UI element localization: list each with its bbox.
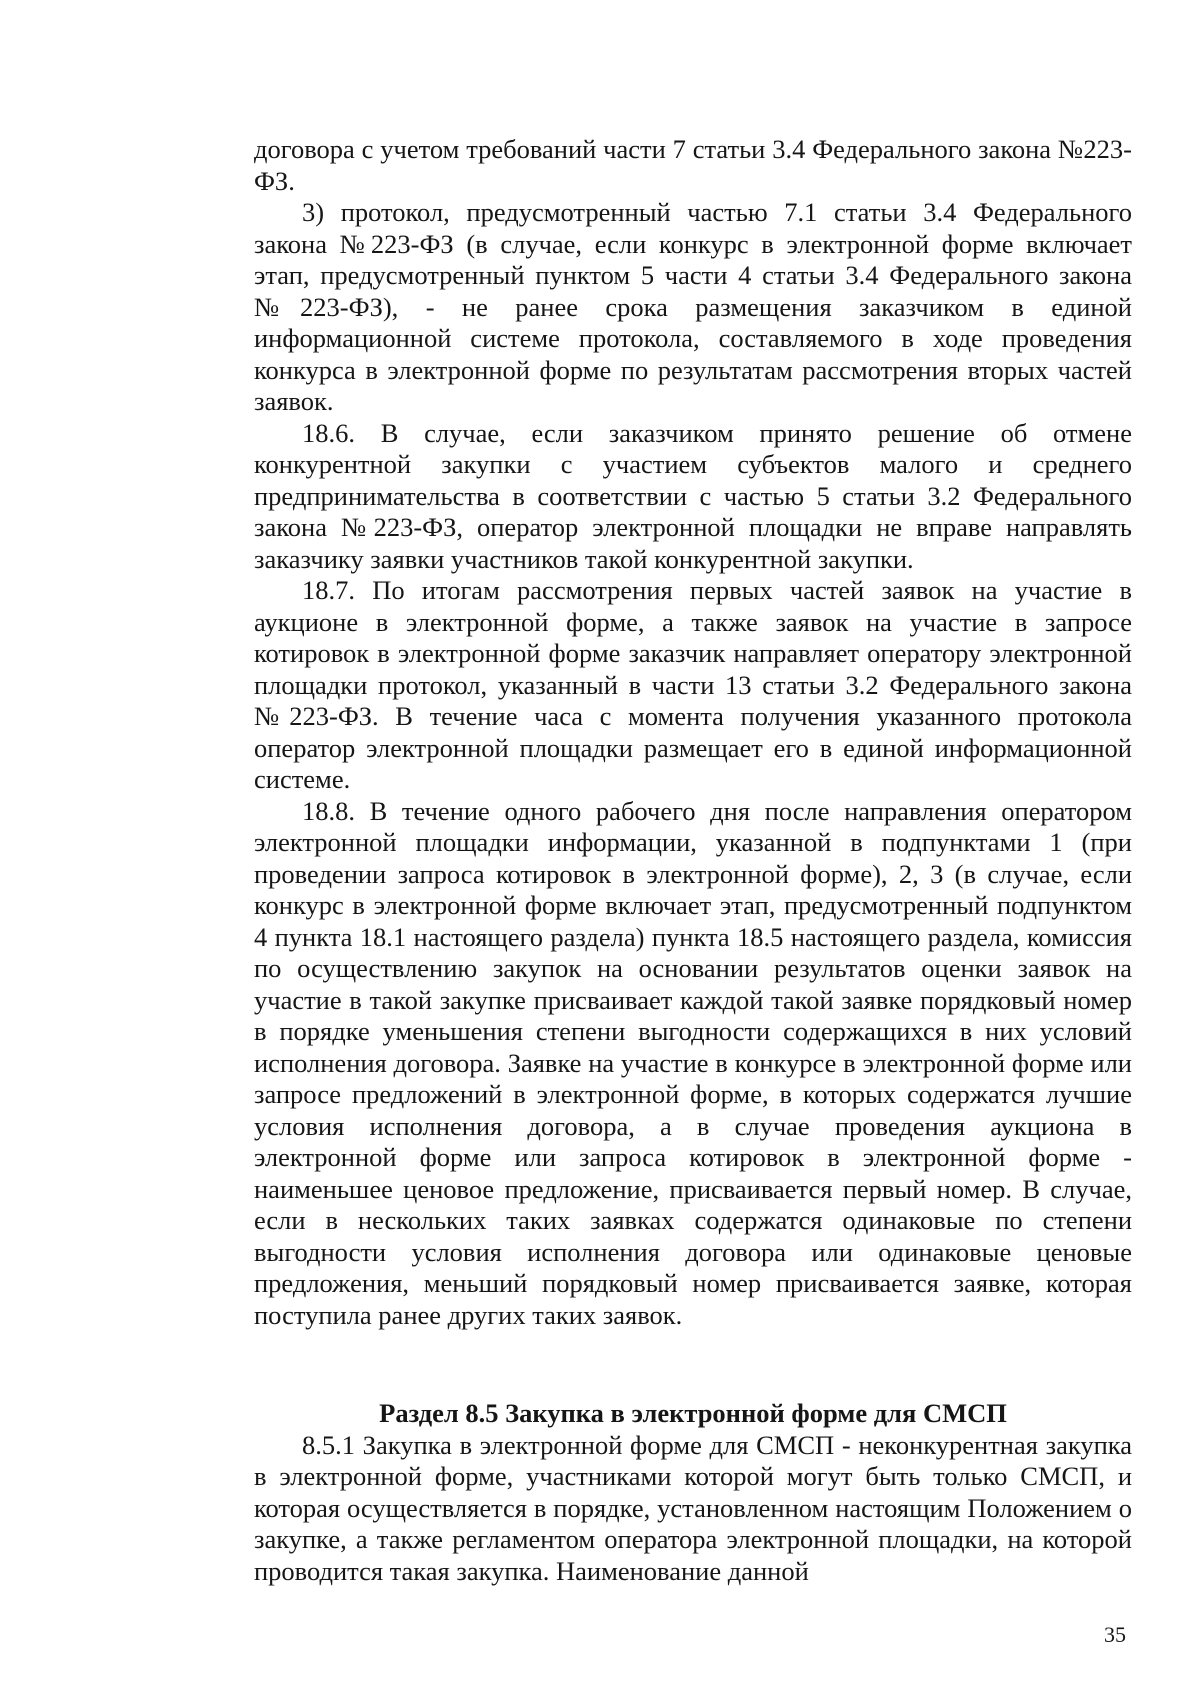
page-number: 35 <box>1104 1622 1126 1647</box>
paragraph-18-7: 18.7. По итогам рассмотрения первых частей заявок на участие в аукционе в электронной форме, а также заявок на участие в запросе котировок в электронной форме заказчик направляет оператору электронной площадки протокол, указанный в части 13 статьи 3.2 Федерального закона №223-ФЗ. В течение часа с момента получения указанного протокола оператор электронной площадки размещает его в единой информационной системе. <box>254 575 1132 794</box>
paragraph-continuation: договора с учетом требований части 7 статьи 3.4 Федерального закона №223-ФЗ. <box>254 134 1132 196</box>
paragraph-item-3: 3) протокол, предусмотренный частью 7.1 статьи 3.4 Федерального закона №223-ФЗ (в случае, если конкурс в электронной форме включает этап, предусмотренный пунктом 5 части 4 статьи 3.4 Федерального закона №223-ФЗ), - не ранее срока размещения заказчиком в единой информационной системе протокола, составляемого в ходе проведения конкурса в электронной форме по результатам рассмотрения вторых частей заявок. <box>254 197 1132 416</box>
paragraph-18-8: 18.8. В течение одного рабочего дня после направления оператором электронной площадки информации, указанной в подпунктами 1 (при проведении запроса котировок в электронной форме), 2, 3 (в случае, если конкурс в электронной форме включает этап, предусмотренный подпунктом 4 пункта 18.1 настоящего раздела) пункта 18.5 настоящего раздела, комиссия по осуществлению закупок на основании результатов оценки заявок на участие в такой закупке присваивает каждой такой заявке порядковый номер в порядке уменьшения степени выгодности содержащихся в них условий исполнения договора. Заявке на участие в конкурсе в электронной форме или запросе предложений в электронной форме, в которых содержатся лучшие условия исполнения договора, а в случае проведения аукциона в электронной форме или запроса котировок в электронной форме - наименьшее ценовое предложение, присваивается первый номер. В случае, если в нескольких таких заявках содержатся одинаковые по степени выгодности условия исполнения договора или одинаковые ценовые предложения, меньший порядковый номер присваивается заявке, которая поступила ранее других таких заявок. <box>254 795 1132 1330</box>
paragraph-18-6: 18.6. В случае, если заказчиком принято решение об отмене конкурентной закупки с участием субъектов малого и среднего предпринимательства в соответствии с частью 5 статьи 3.2 Федерального закона №223-ФЗ, оператор электронной площадки не вправе направлять заказчику заявки участников такой конкурентной закупки. <box>254 417 1132 574</box>
page-body <box>254 134 1132 1587</box>
paragraph-8-5-1: 8.5.1 Закупка в электронной форме для СМСП - неконкурентная закупка в электронной форме, участниками которой могут быть только СМСП, и которая осуществляется в порядке, установленном настоящим Положением о закупке, а также регламентом оператора электронной площадки, на которой проводится такая закупка. Наименование данной <box>254 1429 1132 1586</box>
section-heading: Раздел 8.5 Закупка в электронной форме для СМСП <box>379 1398 1007 1428</box>
